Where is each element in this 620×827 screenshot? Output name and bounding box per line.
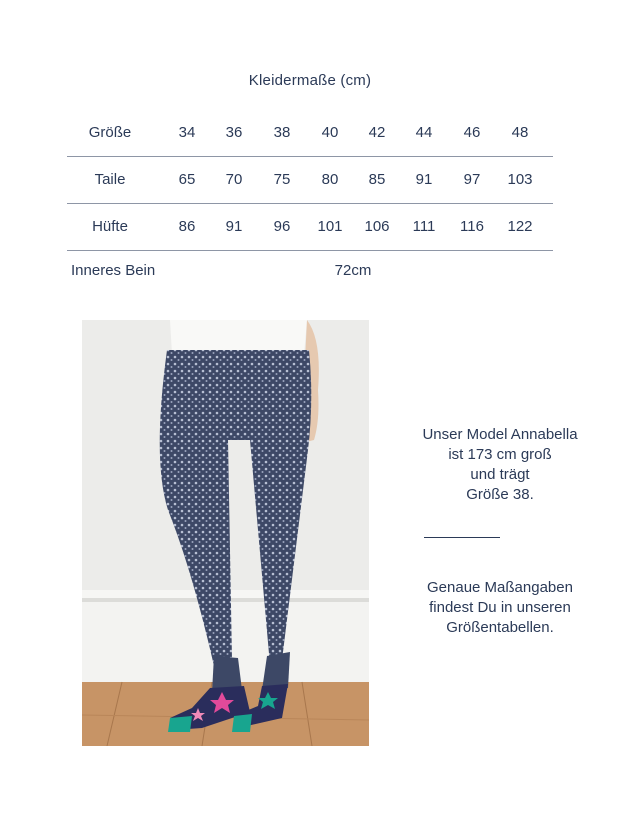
table-cell: 42 xyxy=(368,124,386,141)
model-photo xyxy=(82,320,369,746)
size-note-line: Genaue Maßangaben xyxy=(427,579,573,596)
table-cell: 85 xyxy=(368,171,386,188)
table-cell: 46 xyxy=(463,124,481,141)
table-cell: 44 xyxy=(415,124,433,141)
divider-line xyxy=(424,537,500,538)
table-cell: 96 xyxy=(273,218,291,235)
model-info-line: und trägt xyxy=(470,466,530,483)
table-row-size xyxy=(67,110,553,157)
row-label-size: Größe xyxy=(88,124,132,141)
size-note-line: Größentabellen. xyxy=(446,619,554,636)
table-cell: 91 xyxy=(225,218,243,235)
table-cell: 103 xyxy=(507,171,533,188)
table-cell: 106 xyxy=(364,218,390,235)
table-row-hip xyxy=(67,204,553,251)
model-info-line: Größe 38. xyxy=(466,486,534,503)
table-cell: 34 xyxy=(178,124,196,141)
table-row-waist xyxy=(67,157,553,204)
table-cell: 36 xyxy=(225,124,243,141)
table-cell: 80 xyxy=(321,171,339,188)
table-cell: 65 xyxy=(178,171,196,188)
size-table xyxy=(67,110,553,251)
table-cell: 101 xyxy=(317,218,343,235)
inseam-value: 72cm xyxy=(334,262,372,279)
model-info-line: ist 173 cm groß xyxy=(448,446,552,463)
table-cell: 122 xyxy=(507,218,533,235)
model-info-line: Unser Model Annabella xyxy=(422,426,578,443)
row-label-hip: Hüfte xyxy=(92,218,128,235)
table-cell: 111 xyxy=(412,218,436,235)
table-cell: 40 xyxy=(321,124,339,141)
size-chart-title: Kleidermaße (cm) xyxy=(248,72,372,89)
table-cell: 91 xyxy=(415,171,433,188)
model-info xyxy=(380,425,620,505)
table-cell: 97 xyxy=(463,171,481,188)
model-illustration xyxy=(82,320,369,746)
size-note xyxy=(380,578,620,638)
table-cell: 116 xyxy=(460,218,484,235)
table-cell: 70 xyxy=(225,171,243,188)
inseam-label: Inneres Bein xyxy=(71,262,156,279)
table-cell: 86 xyxy=(178,218,196,235)
table-cell: 75 xyxy=(273,171,291,188)
table-cell: 48 xyxy=(511,124,529,141)
size-note-line: findest Du in unseren xyxy=(429,599,571,616)
row-label-waist: Taile xyxy=(94,171,126,188)
table-cell: 38 xyxy=(273,124,291,141)
